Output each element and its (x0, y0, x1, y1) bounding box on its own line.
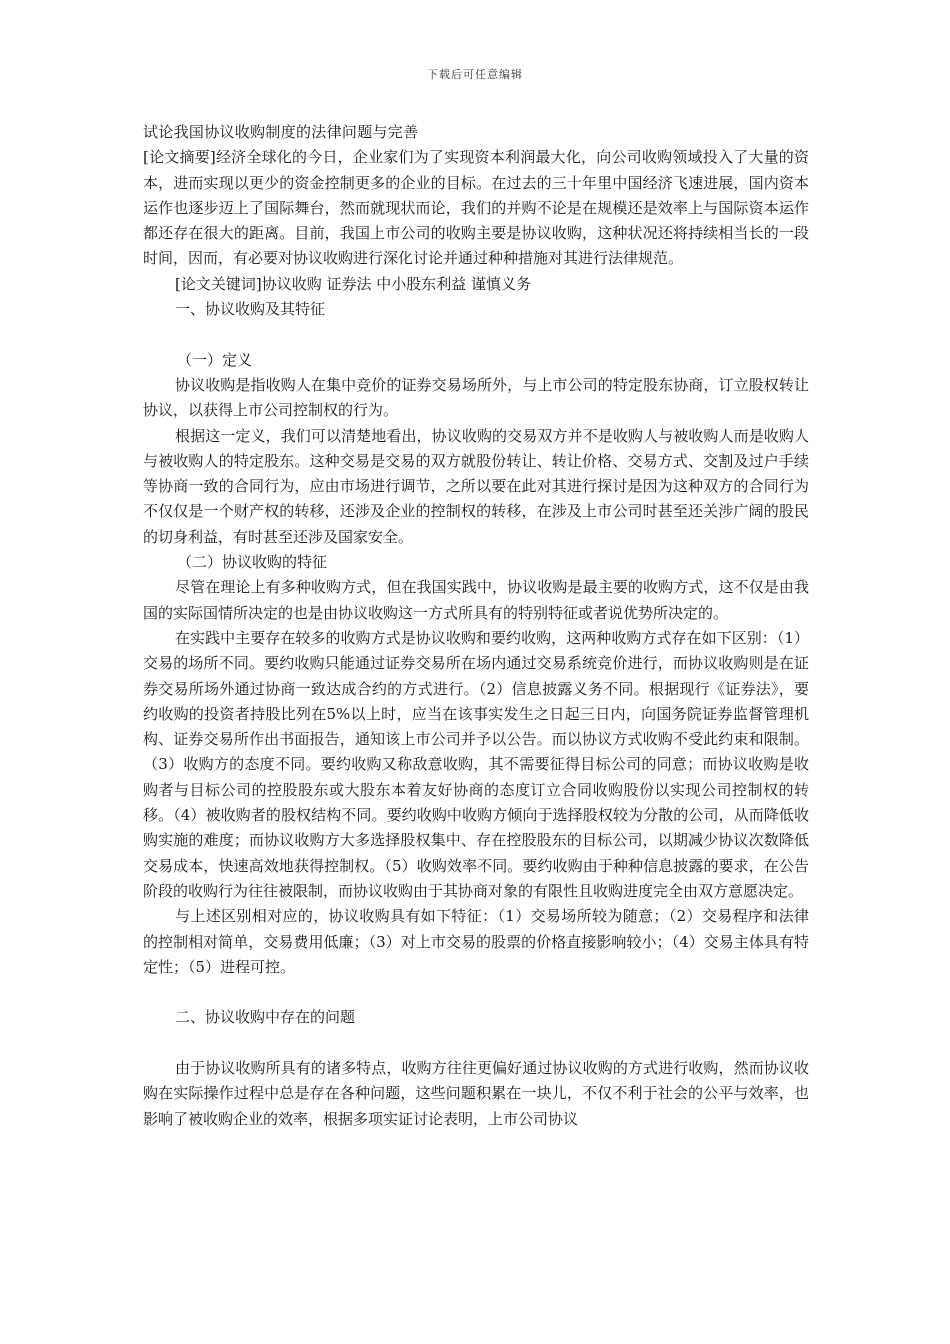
page-header-note: 下载后可任意编辑 (427, 68, 523, 81)
abstract-paragraph: [论文摘要]经济全球化的今日，企业家们为了实现资本利润最大化，向公司收购领域投入了大量的资本，进而实现以更少的资金控制更多的企业的目标。在过去的三十年里中国经济飞速进展，国内资本运作也逐步迈上了国际舞台，然而就现状而论，我们的并购不论是在规模还是效率上与国际资本运作都还存在很大的距离。目前，我国上市公司的收购主要是协议收购，这种状况还将持续相当长的一段时间，因而，有必要对协议收购进行深化讨论并通过种种措施对其进行法律规范。 (143, 148, 809, 268)
section1-sub1-paragraph-2: 根据这一定义，我们可以清楚地看出，协议收购的交易双方并不是收购人与被收购人而是收购人与被收购人的特定股东。这种交易是交易的双方就股份转让、转让价格、交易方式、交割及过户手续等协商一致的合同行为，应由市场进行调节，之所以要在此对其进行探讨是因为这种双方的合同行为不仅仅是一个财产权的转移，还涉及企业的控制权的转移，在涉及上市公司时甚至还关涉广阔的股民的切身利益，有时甚至还涉及国家安全。 (143, 426, 809, 546)
blank-line (143, 322, 809, 347)
blank-line (143, 1031, 809, 1056)
section1-sub2-heading: （二）协议收购的特征 (177, 553, 328, 572)
keywords-paragraph: [论文关键词]协议收购 证券法 中小股东利益 谨慎义务 (175, 274, 532, 293)
section1-sub2-paragraph-3: 与上述区别相对应的，协议收购具有如下特征：（1）交易场所较为随意；（2）交易程序和法律的控制相对简单，交易费用低廉；（3）对上市交易的股票的价格直接影响较小；（4）交易主体具有特定性；（5）进程可控。 (143, 907, 809, 976)
section1-sub1-heading: （一）定义 (177, 350, 253, 369)
section1-sub2-paragraph-2: 在实践中主要存在较多的收购方式是协议收购和要约收购，这两种收购方式存在如下区别：（1）交易的场所不同。要约收购只能通过证券交易所在场内通过交易系统竞价进行，而协议收购则是在证券交易所场外通过协商一致达成合约的方式进行。（2）信息披露义务不同。根据现行《证券法》，要约收购的投资者持股比列在5%以上时，应当在该事实发生之日起三日内，向国务院证券监督管理机构、证券交易所作出书面报告，通知该上市公司并予以公告。而以协议方式收购不受此约束和限制。（3）收购方的态度不同。要约收购又称敌意收购，其不需要征得目标公司的同意；而协议收购是收购者与目标公司的控股股东或大股东本着友好协商的态度订立合同收购股份以实现公司控制权的转移。（4）被收购者的股权结构不同。要约收购中收购方倾向于选择股权较为分散的公司，从而降低收购实施的难度；而协议收购方大多选择股权集中、存在控股股东的目标公司，以期减少协议次数降低交易成本，快速高效地获得控制权。（5）收购效率不同。要约收购由于种种信息披露的要求，在公告阶段的收购行为往往被限制，而协议收购由于其协商对象的有限性且收购进度完全由双方意愿决定。 (143, 628, 809, 900)
document-title: 试论我国协议收购制度的法律问题与完善 (143, 123, 419, 141)
section1-sub2-paragraph-1: 尽管在理论上有多种收购方式，但在我国实践中，协议收购是最主要的收购方式，这不仅是由我国的实际国情所决定的也是由协议收购这一方式所具有的特别特征或者说优势所决定的。 (143, 578, 809, 622)
section1-sub1-paragraph-1: 协议收购是指收购人在集中竞价的证券交易场所外，与上市公司的特定股东协商，订立股权转让协议，以获得上市公司控制权的行为。 (143, 375, 809, 420)
section2-paragraph-1: 由于协议收购所具有的诸多特点，收购方往往更偏好通过协议收购的方式进行收购，然而协议收购在实际操作过程中总是存在各种问题，这些问题积累在一块儿，不仅不利于社会的公平与效率，也影响了被收购企业的效率，根据多项实证讨论表明，上市公司协议 (143, 1058, 809, 1128)
document-body (143, 120, 809, 1132)
blank-line (143, 980, 809, 1005)
section1-heading: 一、协议收购及其特征 (175, 300, 326, 319)
section2-heading: 二、协议收购中存在的问题 (175, 1008, 356, 1027)
